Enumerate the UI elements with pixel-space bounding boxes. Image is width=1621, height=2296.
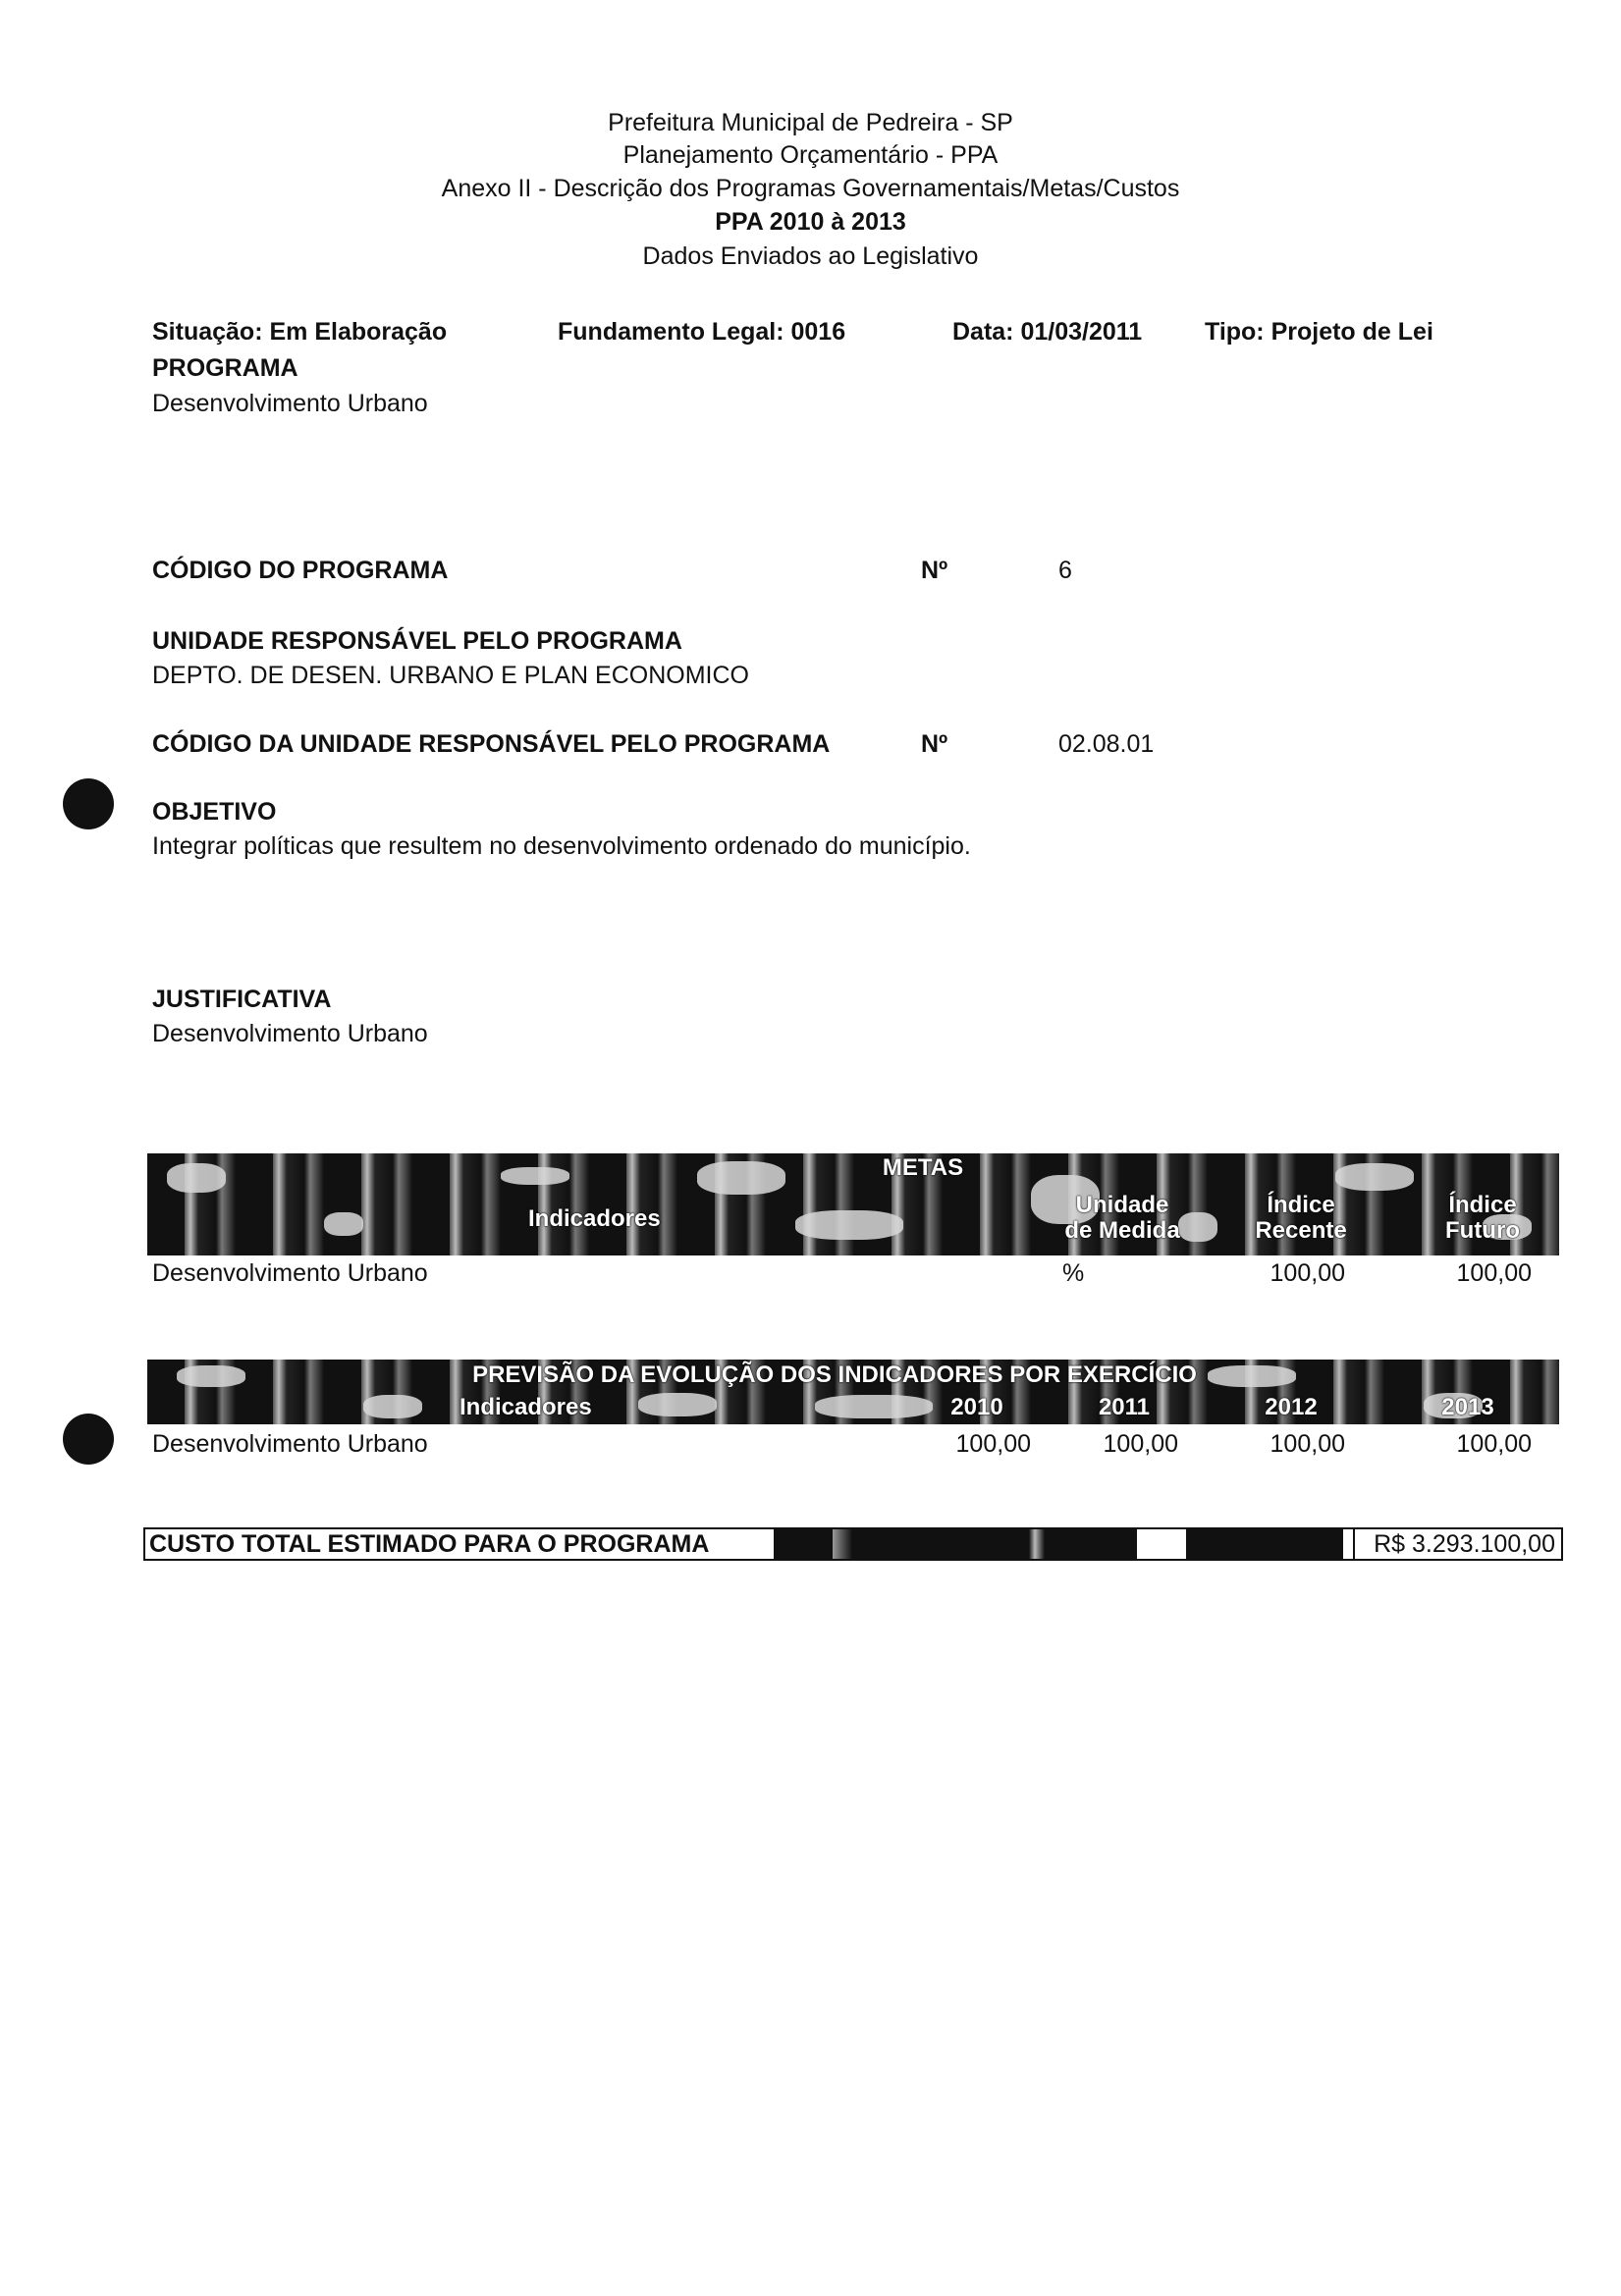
programa-value: Desenvolvimento Urbano (152, 390, 428, 417)
previsao-col-indicadores: Indicadores (459, 1394, 592, 1420)
header-line-4: PPA 2010 à 2013 (715, 208, 906, 236)
previsao-col-2010: 2010 (950, 1394, 1003, 1420)
metas-col-indicadores: Indicadores (528, 1205, 661, 1232)
previsao-col-2011: 2011 (1098, 1394, 1151, 1420)
metas-col-unidade-1: Unidade (1075, 1192, 1169, 1218)
metas-col-recente-2: Recente (1255, 1217, 1347, 1244)
custo-total-value-box (1353, 1529, 1561, 1559)
header-line-5: Dados Enviados ao Legislativo (642, 242, 979, 270)
codigo-programa-value: 6 (1058, 557, 1072, 584)
data: Data: 01/03/2011 (952, 318, 1143, 346)
punch-hole-bullet (63, 778, 114, 829)
punch-hole-bullet (63, 1414, 114, 1465)
metas-col-futuro-1: Índice (1448, 1192, 1517, 1218)
situacao: Situação: Em Elaboração (152, 318, 448, 346)
header-line-1: Prefeitura Municipal de Pedreira - SP (608, 109, 1013, 136)
header-line-3: Anexo II - Descrição dos Programas Governamentais/Metas/Custos (441, 175, 1180, 202)
previsao-row-indicador: Desenvolvimento Urbano (152, 1430, 428, 1458)
previsao-row-2013: 100,00 (1456, 1430, 1532, 1458)
codigo-unidade-label: CÓDIGO DA UNIDADE RESPONSÁVEL PELO PROGRAMA (152, 730, 831, 758)
objetivo-label: OBJETIVO (152, 798, 277, 826)
metas-col-unidade-2: de Medida (1064, 1217, 1180, 1244)
previsao-col-2012: 2012 (1265, 1394, 1318, 1420)
unidade-label: UNIDADE RESPONSÁVEL PELO PROGRAMA (152, 627, 682, 655)
previsao-title: PREVISÃO DA EVOLUÇÃO DOS INDICADORES POR EXERCÍCIO (472, 1362, 1197, 1388)
codigo-unidade-no: Nº (921, 730, 948, 758)
metas-row-unidade: % (1062, 1259, 1085, 1287)
metas-row-recente: 100,00 (1270, 1259, 1345, 1287)
codigo-programa-no: Nº (921, 557, 948, 584)
justificativa-value: Desenvolvimento Urbano (152, 1020, 428, 1047)
metas-header (147, 1153, 1559, 1255)
metas-title: METAS (882, 1154, 964, 1181)
metas-col-futuro-2: Futuro (1445, 1217, 1520, 1244)
codigo-unidade-value: 02.08.01 (1058, 730, 1155, 758)
justificativa-label: JUSTIFICATIVA (152, 986, 332, 1013)
tipo: Tipo: Projeto de Lei (1205, 318, 1433, 346)
custo-total-value: R$ 3.293.100,00 (1374, 1530, 1555, 1558)
fundamento-legal: Fundamento Legal: 0016 (558, 318, 846, 346)
metas-col-recente-1: Índice (1267, 1192, 1335, 1218)
previsao-col-2013: 2013 (1441, 1394, 1494, 1420)
previsao-header (147, 1360, 1559, 1424)
metas-row-futuro: 100,00 (1456, 1259, 1532, 1287)
programa-label: PROGRAMA (152, 354, 298, 382)
previsao-row-2011: 100,00 (1103, 1430, 1178, 1458)
previsao-row-2010: 100,00 (955, 1430, 1031, 1458)
codigo-programa-label: CÓDIGO DO PROGRAMA (152, 557, 449, 584)
previsao-row-2012: 100,00 (1270, 1430, 1345, 1458)
objetivo-value: Integrar políticas que resultem no desenvolvimento ordenado do município. (152, 832, 971, 860)
custo-total-bar (143, 1527, 1563, 1561)
custo-total-label: CUSTO TOTAL ESTIMADO PARA O PROGRAMA (149, 1530, 710, 1558)
unidade-value: DEPTO. DE DESEN. URBANO E PLAN ECONOMICO (152, 662, 749, 689)
metas-row-indicador: Desenvolvimento Urbano (152, 1259, 428, 1287)
header-line-2: Planejamento Orçamentário - PPA (622, 141, 999, 169)
